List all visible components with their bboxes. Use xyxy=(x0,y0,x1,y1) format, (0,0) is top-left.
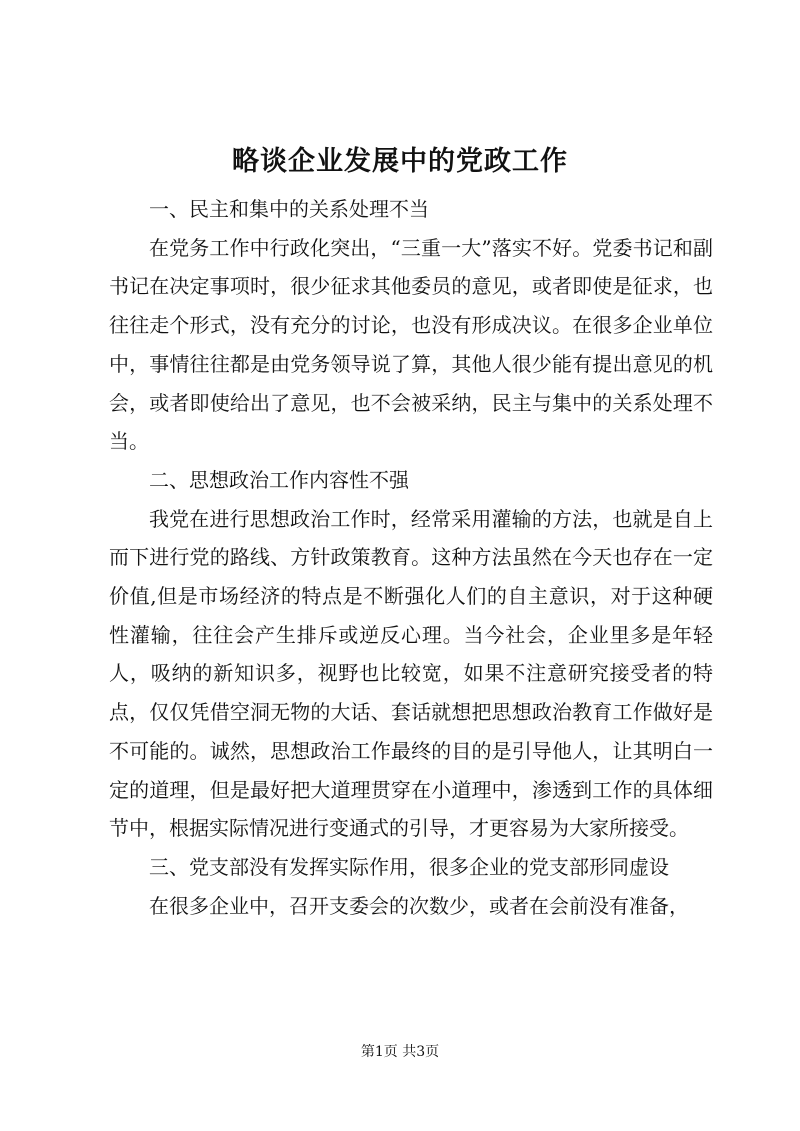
page-footer: 第1页 共3页 xyxy=(360,1044,440,1060)
section-heading-3: 三、党支部没有发挥实际作用，很多企业的党支部形同虚设 xyxy=(149,854,669,879)
section-heading-2: 二、思想政治工作内容性不强 xyxy=(149,467,409,492)
document-body xyxy=(109,190,713,925)
paragraph-2: 我党在进行思想政治工作时，经常采用灌输的方法，也就是自上而下进行党的路线、方针政策教育。这种方法虽然在今天也存在一定价值,但是市场经济的特点是不断强化人们的自主意识，对于这种硬性灌输，往往会产生排斥或逆反心理。当今社会，企业里多是年轻人，吸纳的新知识多，视野也比较宽，如果不注意研究接受者的特点，仅仅凭借空洞无物的大话、套话就想把思想政治教育工作做好是不可能的。诚然，思想政治工作最终的目的是引导他人，让其明白一定的道理，但是最好把大道理贯穿在小道理中，渗透到工作的具体细节中，根据实际情况进行变通式的引导，才更容易为大家所接受。 xyxy=(109,506,713,841)
section-heading-1: 一、民主和集中的关系处理不当 xyxy=(149,197,429,221)
paragraph-1: 在党务工作中行政化突出，“三重一大”落实不好。党委书记和副书记在决定事项时，很少征求其他委员的意见，或者即使是征求，也往往走个形式，没有充分的讨论，也没有形成决议。在很多企业单位中，事情往往都是由党务领导说了算，其他人很少能有提出意见的机会，或者即使给出了意见，也不会被采纳，民主与集中的关系处理不当。 xyxy=(109,235,713,454)
paragraph-3: 在很多企业中，召开支委会的次数少，或者在会前没有准备， xyxy=(149,893,689,918)
document-title: 略谈企业发展中的党政工作 xyxy=(232,146,568,177)
